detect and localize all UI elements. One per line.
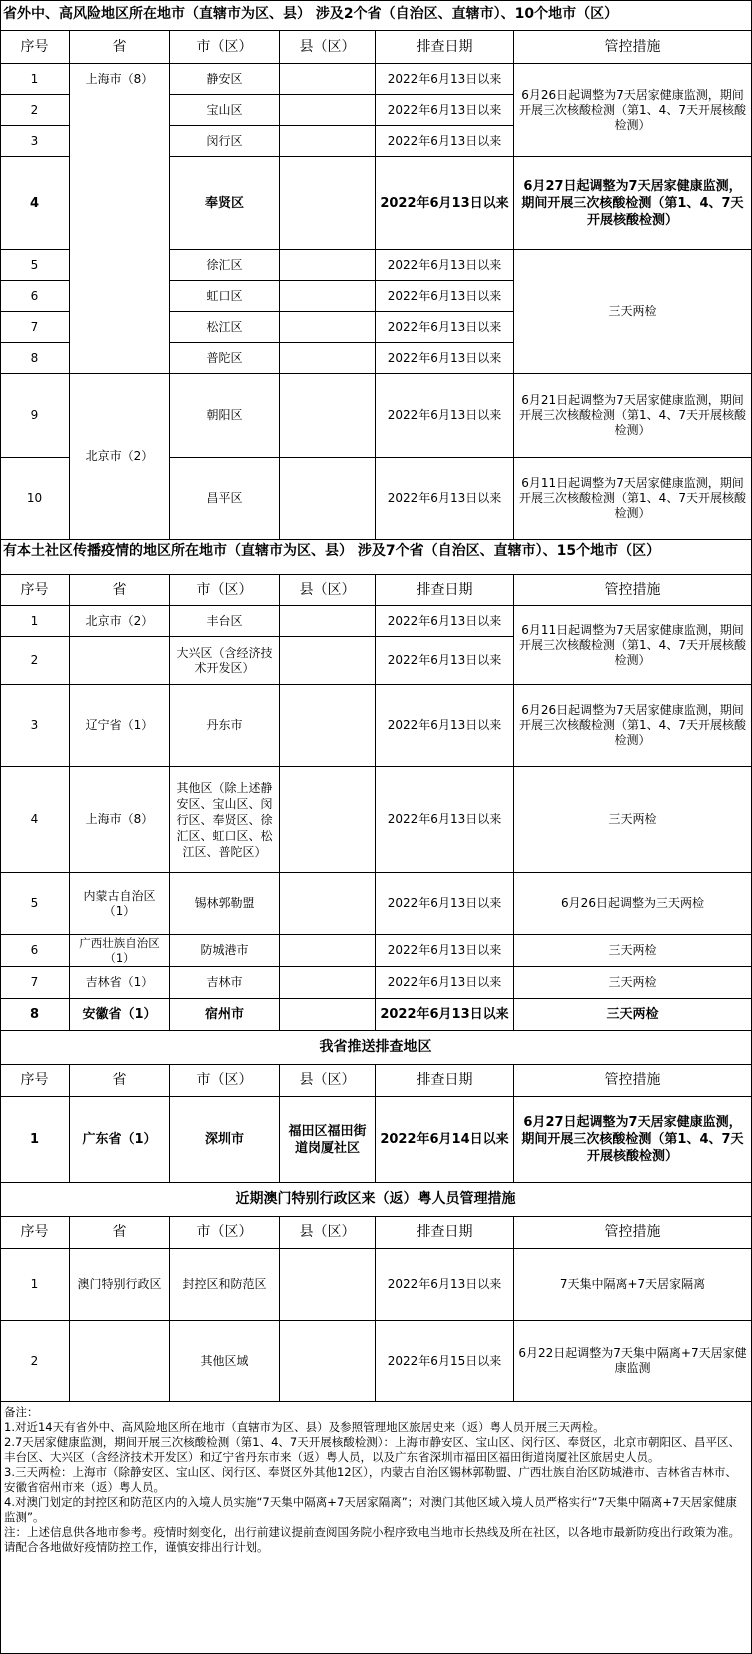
header-city: 市（区） — [170, 31, 280, 64]
row-date: 2022年6月14日以来 — [376, 1097, 514, 1183]
header-province: 省 — [70, 1065, 170, 1097]
header-province: 省 — [70, 1217, 170, 1249]
row-county: 福田区福田街道岗厦社区 — [280, 1097, 376, 1183]
row-date: 2022年6月13日以来 — [376, 126, 514, 157]
row-province: 澳门特别行政区 — [70, 1249, 170, 1321]
row-no: 7 — [0, 967, 70, 999]
header-no: 序号 — [0, 31, 70, 64]
row-county — [280, 374, 376, 458]
row-county — [280, 312, 376, 343]
measure-cell: 6月11日起调整为7天居家健康监测，期间开展三次核酸检测（第1、4、7天开展核酸检测） — [514, 458, 752, 540]
row-county — [280, 126, 376, 157]
header-measure: 管控措施 — [514, 1065, 752, 1097]
row-county — [280, 64, 376, 95]
row-no: 1 — [0, 1097, 70, 1183]
row-province — [70, 1321, 170, 1402]
row-city: 朝阳区 — [170, 374, 280, 458]
header-city: 市（区） — [170, 1217, 280, 1249]
row-city: 其他区域 — [170, 1321, 280, 1402]
row-county — [280, 281, 376, 312]
row-date: 2022年6月13日以来 — [376, 157, 514, 250]
row-province: 广西壮族自治区（1） — [70, 935, 170, 967]
province-cell: 上海市（8） — [70, 64, 170, 95]
row-no: 8 — [0, 343, 70, 374]
row-no: 2 — [0, 637, 70, 685]
row-date: 2022年6月13日以来 — [376, 967, 514, 999]
section-1-title: 省外中、高风险地区所在地市（直辖市为区、县） 涉及2个省（自治区、直辖市）、10个地市（区） — [0, 0, 752, 31]
header-county: 县（区） — [280, 31, 376, 64]
row-province: 北京市（2） — [70, 606, 170, 637]
row-county — [280, 1249, 376, 1321]
row-city: 深圳市 — [170, 1097, 280, 1183]
row-no: 5 — [0, 873, 70, 935]
measure-cell: 三天两检 — [514, 967, 752, 999]
measure-cell: 三天两检 — [514, 999, 752, 1031]
header-no: 序号 — [0, 575, 70, 606]
header-city: 市（区） — [170, 1065, 280, 1097]
header-county: 县（区） — [280, 1217, 376, 1249]
row-city: 奉贤区 — [170, 157, 280, 250]
row-no: 4 — [0, 157, 70, 250]
row-no: 4 — [0, 767, 70, 873]
row-city: 徐汇区 — [170, 250, 280, 281]
province-cell-continued — [70, 95, 170, 374]
section-2-title: 有本土社区传播疫情的地区所在地市（直辖市为区、县） 涉及7个省（自治区、直辖市）、15个地市（区） — [0, 540, 752, 575]
row-city: 吉林市 — [170, 967, 280, 999]
header-city: 市（区） — [170, 575, 280, 606]
row-city: 丰台区 — [170, 606, 280, 637]
row-province: 安徽省（1） — [70, 999, 170, 1031]
measure-cell: 6月11日起调整为7天居家健康监测，期间开展三次核酸检测（第1、4、7天开展核酸检测） — [514, 606, 752, 685]
header-measure: 管控措施 — [514, 1217, 752, 1249]
header-county: 县（区） — [280, 575, 376, 606]
row-date: 2022年6月13日以来 — [376, 458, 514, 540]
row-date: 2022年6月13日以来 — [376, 281, 514, 312]
row-city: 昌平区 — [170, 458, 280, 540]
row-province: 广东省（1） — [70, 1097, 170, 1183]
row-county — [280, 685, 376, 767]
row-no: 7 — [0, 312, 70, 343]
row-county — [280, 458, 376, 540]
row-province: 辽宁省（1） — [70, 685, 170, 767]
row-date: 2022年6月13日以来 — [376, 374, 514, 458]
header-province: 省 — [70, 31, 170, 64]
header-no: 序号 — [0, 1065, 70, 1097]
row-province — [70, 637, 170, 685]
row-date: 2022年6月13日以来 — [376, 250, 514, 281]
row-city: 闵行区 — [170, 126, 280, 157]
row-no: 2 — [0, 95, 70, 126]
measure-cell: 6月26日起调整为7天居家健康监测，期间开展三次核酸检测（第1、4、7天开展核酸检测） — [514, 685, 752, 767]
row-no: 1 — [0, 1249, 70, 1321]
row-county — [280, 250, 376, 281]
row-county — [280, 767, 376, 873]
row-no: 6 — [0, 281, 70, 312]
measure-cell: 三天两检 — [514, 935, 752, 967]
row-county — [280, 967, 376, 999]
row-date: 2022年6月13日以来 — [376, 767, 514, 873]
row-city: 封控区和防范区 — [170, 1249, 280, 1321]
note-disclaimer: 注：上述信息供各地市参考。疫情时刻变化，出行前建议提前查阅国务院小程序致电当地市长热线及所在社区，以各地市最新防疫出行政策为准。请配合各地做好疫情防控工作，谨慎安排出行计划。 — [4, 1525, 740, 1554]
header-date: 排查日期 — [376, 31, 514, 64]
measure-cell: 6月27日起调整为7天居家健康监测，期间开展三次核酸检测（第1、4、7天开展核酸检测） — [514, 157, 752, 250]
row-county — [280, 873, 376, 935]
row-city: 虹口区 — [170, 281, 280, 312]
header-measure: 管控措施 — [514, 31, 752, 64]
row-county — [280, 999, 376, 1031]
row-date: 2022年6月13日以来 — [376, 637, 514, 685]
note-item: 2.7天居家健康监测，期间开展三次核酸检测（第1、4、7天开展核酸检测）：上海市静安区、宝山区、闵行区、奉贤区，北京市朝阳区、昌平区、丰台区、大兴区（含经济技术开发区）和辽宁省丹东市来（返）粤人员，以及广东省深圳市福田区福田街道岗厦社区旅居史人员。 — [4, 1435, 740, 1464]
section-4-title: 近期澳门特别行政区来（返）粤人员管理措施 — [0, 1183, 752, 1217]
row-date: 2022年6月13日以来 — [376, 873, 514, 935]
header-date: 排查日期 — [376, 575, 514, 606]
row-city: 静安区 — [170, 64, 280, 95]
measure-cell: 7天集中隔离+7天居家隔离 — [514, 1249, 752, 1321]
measure-cell: 6月21日起调整为7天居家健康监测，期间开展三次核酸检测（第1、4、7天开展核酸检测） — [514, 374, 752, 458]
row-province: 吉林省（1） — [70, 967, 170, 999]
row-no: 5 — [0, 250, 70, 281]
header-date: 排查日期 — [376, 1217, 514, 1249]
row-city: 普陀区 — [170, 343, 280, 374]
row-date: 2022年6月15日以来 — [376, 1321, 514, 1402]
row-county — [280, 95, 376, 126]
row-no: 9 — [0, 374, 70, 458]
row-date: 2022年6月13日以来 — [376, 343, 514, 374]
row-city: 宝山区 — [170, 95, 280, 126]
row-county — [280, 935, 376, 967]
header-date: 排查日期 — [376, 1065, 514, 1097]
row-no: 2 — [0, 1321, 70, 1402]
header-no: 序号 — [0, 1217, 70, 1249]
row-no: 3 — [0, 685, 70, 767]
notes-block — [0, 1402, 752, 1654]
note-item: 3.三天两检：上海市（除静安区、宝山区、闵行区、奉贤区外其他12区），内蒙古自治区锡林郭勒盟、广西壮族自治区防城港市、吉林省吉林市、安徽省宿州市来（返）粤人员。 — [4, 1465, 737, 1494]
measure-cell: 6月22日起调整为7天集中隔离+7天居家健康监测 — [514, 1321, 752, 1402]
notes-heading: 备注： — [4, 1405, 39, 1419]
section-3-title: 我省推送排查地区 — [0, 1031, 752, 1065]
row-date: 2022年6月13日以来 — [376, 312, 514, 343]
row-date: 2022年6月13日以来 — [376, 606, 514, 637]
note-item: 1.对近14天有省外中、高风险地区所在地市（直辖市为区、县）及参照管理地区旅居史来（返）粤人员开展三天两检。 — [4, 1420, 605, 1434]
measure-cell: 三天两检 — [514, 250, 752, 374]
row-no: 1 — [0, 606, 70, 637]
row-date: 2022年6月13日以来 — [376, 999, 514, 1031]
row-city: 宿州市 — [170, 999, 280, 1031]
row-date: 2022年6月13日以来 — [376, 95, 514, 126]
header-measure: 管控措施 — [514, 575, 752, 606]
row-province: 上海市（8） — [70, 767, 170, 873]
row-county — [280, 637, 376, 685]
note-item: 4.对澳门划定的封控区和防范区内的入境人员实施“7天集中隔离+7天居家隔离”；对澳门其他区域入境人员严格实行“7天集中隔离+7天居家健康监测”。 — [4, 1495, 737, 1524]
row-date: 2022年6月13日以来 — [376, 935, 514, 967]
row-city: 锡林郭勒盟 — [170, 873, 280, 935]
measure-cell: 6月26日起调整为三天两检 — [514, 873, 752, 935]
row-city: 大兴区（含经济技术开发区） — [170, 637, 280, 685]
row-county — [280, 606, 376, 637]
header-province: 省 — [70, 575, 170, 606]
measure-cell: 6月26日起调整为7天居家健康监测，期间开展三次核酸检测（第1、4、7天开展核酸检测） — [514, 64, 752, 157]
row-county — [280, 157, 376, 250]
measure-cell: 三天两检 — [514, 767, 752, 873]
row-no: 8 — [0, 999, 70, 1031]
header-county: 县（区） — [280, 1065, 376, 1097]
row-city: 防城港市 — [170, 935, 280, 967]
row-county — [280, 1321, 376, 1402]
row-no: 3 — [0, 126, 70, 157]
row-county — [280, 343, 376, 374]
measure-cell: 6月27日起调整为7天居家健康监测，期间开展三次核酸检测（第1、4、7天开展核酸检测） — [514, 1097, 752, 1183]
row-no: 6 — [0, 935, 70, 967]
row-date: 2022年6月13日以来 — [376, 685, 514, 767]
row-no: 10 — [0, 458, 70, 540]
row-no: 1 — [0, 64, 70, 95]
row-province: 内蒙古自治区（1） — [70, 873, 170, 935]
row-city: 松江区 — [170, 312, 280, 343]
row-city: 丹东市 — [170, 685, 280, 767]
province-cell: 北京市（2） — [70, 374, 170, 540]
row-city: 其他区（除上述静安区、宝山区、闵行区、奉贤区、徐汇区、虹口区、松江区、普陀区） — [170, 767, 280, 873]
row-date: 2022年6月13日以来 — [376, 64, 514, 95]
row-date: 2022年6月13日以来 — [376, 1249, 514, 1321]
